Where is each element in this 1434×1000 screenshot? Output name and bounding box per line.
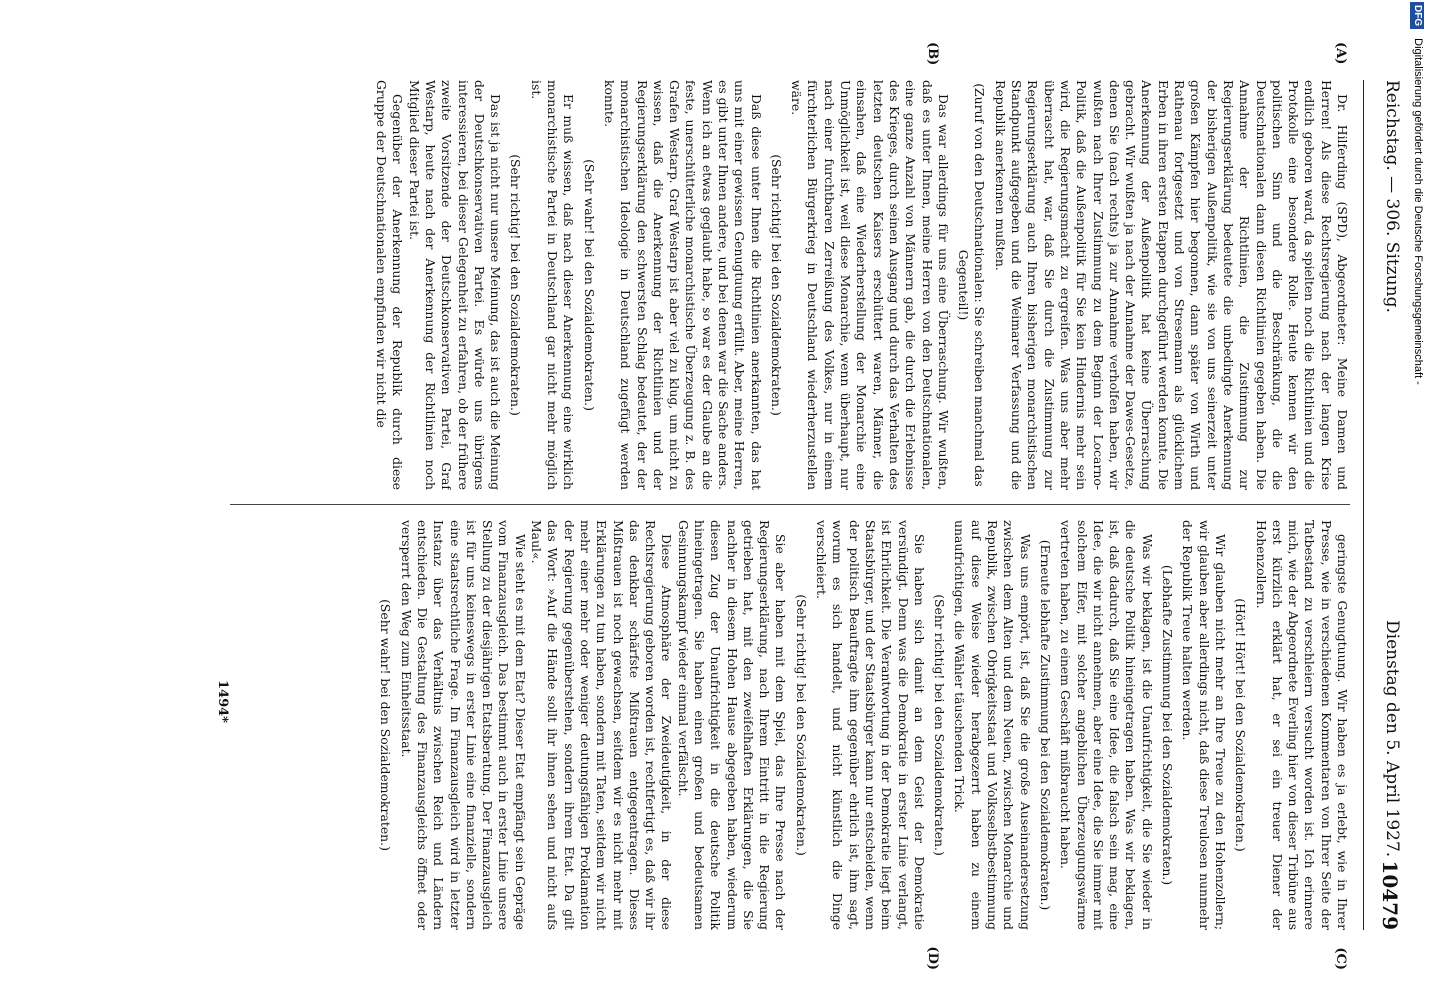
margin-marker-a: (A) — [1333, 42, 1348, 65]
page-number: 10479 — [1378, 860, 1402, 930]
margin-marker-b: (B) — [925, 42, 940, 66]
margin-marker-d: (D) — [925, 946, 940, 970]
right-column — [230, 520, 1350, 930]
interjection: (Sehr richtig! bei den Sozialdemokraten.) — [793, 594, 809, 856]
paragraph: Was wir beklagen, ist die Unaufrichtigkeit, die Sie wieder in die deutsche Politik hineingetragen haben. Was wir beklagen, ist, daß dadurch, daß Sie eine Idee, die falsch sein mag, eine Idee, die wir nicht annehmen, aber eine Idee, die Sie immer mit solchem Eifer, mit solcher angeblichen Überzeugungswärme vertreten haben, zu einem Geschäft mißbraucht haben. — [1058, 520, 1155, 930]
header-rule — [1363, 80, 1364, 930]
paragraph: Diese Atmosphäre der Zweideutigkeit, in der diese Rechtsregierung geboren worden ist, rechtfertigt es, daß wir ihr das denkbar schärfste Mißtrauen entgegentragen. Dieses Mißtrauen ist noch gewachsen, seitdem wir es nicht mehr mit Erklärungen zu tun haben, sondern mit Taten, seitdem wir nicht mehr einer mehr oder weniger deutungsfähigen Proklamation der Regierung gegenüberstehen, sondern ihrem Etat. Da gilt das Wort: »Auf die Hände sollt ihr ihnen sehen und nicht aufs Maul«. — [529, 520, 675, 930]
paragraph: Das war allerdings für uns eine Überraschung. Wir wußten, daß es unter Ihnen, meine Herren von den Deutschnationalen, eine ganze Anzahl von Männern gab, die durch die Erlebnisse des Krieges, durch seinen Ausgang und durch das Verhalten des letzten deutschen Kaisers erschüttert waren, Männer, die einsahen, daß eine Wiederherstellung der Monarchie eine Unmöglichkeit ist, weil diese Monarchie, wenn überhaupt, nur nach einer furchtbaren Zerreißung des Volkes, nur in einem fürchterlichen Bürgerkrieg in Deutschland wiederherzustellen wäre. — [789, 80, 951, 490]
paragraph: Wie steht es mit dem Etat? Dieser Etat empfängt sein Gepräge vom Finanzausgleich. Das bestimmt auch in erster Linie unsere Stellung zu der diesjährigen Etatsberatung. Der Finanzausgleich ist für uns keineswegs in erster Linie eine finanzielle, sondern eine staatsrechtliche Frage. Im Finanzausgleich wird in letzter Instanz über das Verhältnis zwischen Reich und Ländern entschieden. Die Gestaltung des Finanzausgleichs öffnet oder versperrt den Weg zum Einheitsstaat. — [398, 520, 528, 930]
margin-marker-c: (C) — [1333, 947, 1348, 970]
paragraph: geringste Genugtuung. Wir haben es ja erlebt, wie in Ihrer Presse, wie in verschiedenen Kommentaren von Ihrer Seite der Tatbestand zu verschleiern versucht worden ist. Ich erinnere mich, wie der Abgeordnete Everling hier von dieser Tribüne aus erst kürzlich erklärt hat, er sei ein treuer Diener der Hohenzollern. — [1253, 520, 1350, 930]
digitization-credit-text: Digitalisierung gefördert durch die Deutsche Forschungsgemeinschaft - — [1412, 38, 1424, 385]
paragraph: Das ist ja nicht nur unsere Meinung, das ist auch die Meinung der Deutschkonservativen Partei. Es würde uns übrigens interessieren, bei dieser Gelegenheit zu erfahren, ob der frühere zweite Vorsitzende der Deutschkonservativen Partei, Graf Westarp, heute nach der Anerkennung der Richtlinien noch Mitglied dieser Partei ist. — [406, 80, 504, 490]
interjection: (Sehr wahr! bei den Sozialdemokraten.) — [581, 159, 597, 411]
paragraph: Was uns empört, ist, daß Sie die große Auseinandersetzung zwischen dem Alten und dem Neuen, zwischen Monarchie und Republik, zwischen Obrigkeitsstaat und Volksselbstbestimmung auf diese Weise wieder herabgezerrt haben zu einem unaufrichtigen, die Wähler täuschenden Trick. — [952, 520, 1033, 930]
interjection: (Sehr richtig! bei den Sozialdemokraten.) — [768, 154, 784, 416]
digitization-credit — [1408, 2, 1428, 998]
interjection: (Sehr wahr! bei den Sozialdemokraten.) — [378, 599, 394, 851]
header-left: Reichstag. — 306. Sitzung. — [1382, 80, 1402, 313]
column-divider — [230, 504, 1350, 505]
left-column — [230, 80, 1350, 490]
interjection: (Erneute lebhafte Zustimmung bei den Sozialdemokraten.) — [1037, 539, 1053, 911]
dfg-logo: DFG — [1410, 2, 1424, 29]
interjection: (Sehr richtig! bei den Sozialdemokraten.) — [508, 154, 524, 416]
interjection: (Sehr richtig! bei den Sozialdemokraten.) — [932, 594, 948, 856]
interjection: (Zuruf von den Deutschnationalen: Sie schreiben manchmal das Gegenteil!) — [956, 83, 988, 487]
scanned-page — [180, 42, 1410, 970]
page-header — [1368, 80, 1402, 930]
paragraph: Gegenüber der Anerkennung der Republik durch diese Gruppe der Deutschnationalen empfinden wir nicht die — [374, 80, 406, 490]
paragraph: Daß diese unter Ihnen die Richtlinien anerkannten, das hat uns mit einer gewissen Genugtuung erfüllt. Aber, meine Herren, es gibt unter Ihnen andere, und bei denen war die Sache anders. Wenn ich an etwas geglaubt habe, so war es der Glaube an die feste, unerschütterliche monarchistische Überzeugung z. B. des Grafen Westarp. Graf Westarp ist aber viel zu klug, um nicht zu wissen, daß die Anerkennung der Richtlinien und der Regierungserklärung den schwersten Schlag bedeutet, der der monarchistischen Ideologie in Deutschland zugefügt werden konnte. — [601, 80, 764, 490]
interjection: (Hört! Hört! bei den Sozialdemokraten.) — [1233, 598, 1249, 852]
header-date: Dienstag den 5. April 1927. — [1382, 620, 1402, 858]
paragraph: Wir glauben nicht mehr an Ihre Treue zu den Hohenzollern; wir glauben aber allerdings nicht, daß diese Treulosen nunmehr der Republik Treue halten werden. — [1180, 520, 1228, 930]
paragraph: Sie haben sich damit an dem Geist der Demokratie versündigt. Denn was die Demokratie in erster Linie verlangt, ist Ehrlichkeit. Die Verantwortung in der Demokratie liegt beim Staatsbürger, und der Staatsbürger kann nur entscheiden, wenn der politisch Beauftragte ihm gegenüber ehrlich ist, ihm sagt, worum es sich handelt, und nicht künstlich die Dinge verschleiert. — [814, 520, 927, 930]
signature-mark: 1494* — [215, 680, 230, 723]
paragraph: Dr. Hilferding (SPD), Abgeordneter: Meine Damen und Herren! Als diese Rechtsregierung nach der langen Krise endlich geboren ward, da spielten noch die Richtlinien und die Protokolle eine besondere Rolle. Heute kennen wir den politischen Sinn und die Beschränkung, die die Deutschnationalen dann diesen Richtlinien gegeben haben. Die Annahme der Richtlinien, die Zustimmung zur Regierungserklärung bedeutete die unbedingte Anerkennung der bisherigen Außenpolitik, wie sie von uns seinerzeit unter großen Kämpfen hier begonnen, dann später von Wirth und Rathenau fortgesetzt und von Stresemann als glücklichem Erben in ihren ersten Etappen durchgeführt werden konnte. Die Anerkennung der Außenpolitik hat keine Überraschung gebracht. Wir wußten ja nach der Annahme der Dawes-Gesetze, denen Sie (nach rechts) ja zur Annahme verholfen haben, wir wußten nach Ihrer Zustimmung zu dem Beginn der Locarno-Politik, daß die Außenpolitik für Sie kein Hindernis mehr sein wird, die Regierungsmacht zu ergreifen. Was uns aber mehr überrascht hat, war, daß Sie durch die Zustimmung zur Regierungserklärung auch Ihren bisherigen monarchistischen Standpunkt aufgegeben und die Weimarer Verfassung und die Republik anerkennen mußten. — [992, 80, 1350, 490]
interjection: (Lebhafte Zustimmung bei den Sozialdemokraten.) — [1160, 564, 1176, 886]
paragraph: Sie aber haben mit dem Spiel, das Ihre Presse nach der Regierungserklärung, nach Ihrem Eintritt in die Regierung getrieben hat, mit den zweifelhaften Erklärungen, die Sie nachher in diesem Hohen Hause abgegeben haben, wiederum diesen Zug der Unaufrichtigkeit in die deutsche Politik hineingetragen. Sie haben einen großen und bedeutsamen Gesinnungskampf wieder einmal verfälscht. — [675, 520, 789, 930]
paragraph: Er muß wissen, daß nach dieser Anerkennung eine wirklich monarchistische Partei in Deutschland gar nicht mehr möglich ist. — [528, 80, 577, 490]
